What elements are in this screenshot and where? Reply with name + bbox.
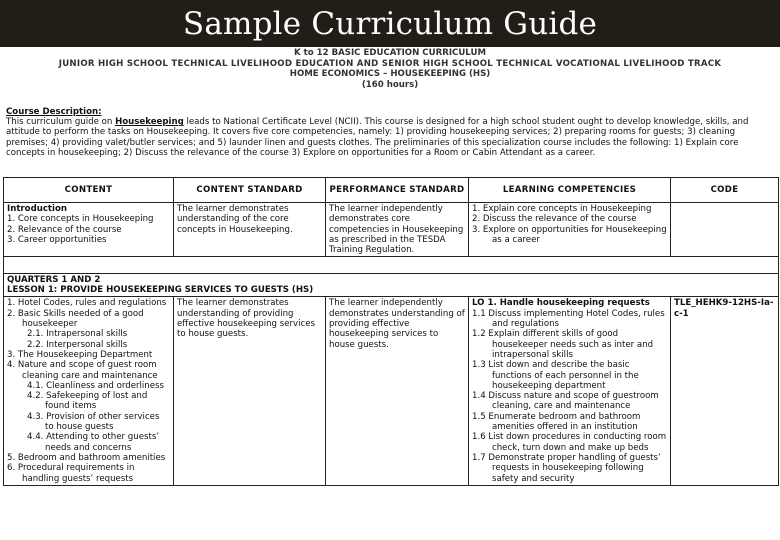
lesson1-content-item: 2.1. Intrapersonal skills: [27, 329, 128, 340]
quarters-label: QUARTERS 1 AND 2: [7, 275, 101, 286]
table-row-introduction: [4, 203, 779, 257]
intro-content-standard: The learner demonstrates understanding of the core concepts in Housekeeping.: [174, 203, 326, 257]
course-description-text-post: leads to National Certificate Level (NCII). This course is designed for a high school student ought to develop knowledge, skills, and attitude to perform the tasks on Housekeeping. It covers five core competencies, namely: 1) providing housekeeping services; 2) preparing rooms for guests; 3) cleaning premises; 4) providing valet/butler services; and 5) launder linen and guests clothes. The preliminaries of this specialization course includes the following: 1) Explain core concepts in housekeeping; 2) Discuss the relevance of the course 3) Explore on opportunities for a Room or Cabin Attendant as a career.: [6, 117, 749, 158]
curriculum-table: [3, 177, 779, 486]
intro-competency: 2. Discuss the relevance of the course: [472, 214, 637, 225]
intro-performance-standard: The learner independently demonstrates core competencies in Housekeeping as prescribed in the TESDA Training Regulation.: [326, 203, 469, 257]
curriculum-document: [0, 47, 780, 540]
lesson1-content-item: 4. Nature and scope of guest room cleaning care and maintenance: [7, 360, 158, 381]
intro-item: 1. Core concepts in Housekeeping: [7, 214, 154, 225]
lesson1-content-item: 6. Procedural requirements in handling guests’ requests: [7, 463, 135, 484]
lesson-label: LESSON 1: PROVIDE HOUSEKEEPING SERVICES TO GUESTS (HS): [7, 285, 314, 296]
intro-competency: 3. Explore on opportunities for Housekeeping as a career: [472, 224, 667, 245]
document-header: [0, 48, 780, 90]
slide-title-bar: [0, 0, 780, 47]
lesson1-content-standard: The learner demonstrates understanding of providing effective housekeeping services to house guests.: [174, 297, 326, 485]
table-row-lesson-1: [4, 297, 779, 485]
lesson1-content-item: 4.1. Cleanliness and orderliness: [27, 380, 164, 391]
table-header-row: [4, 178, 779, 203]
col-header-content: CONTENT: [4, 178, 174, 203]
header-line-3: HOME ECONOMICS – HOUSEKEEPING (HS): [289, 69, 491, 80]
lesson1-competency: 1.4 Discuss nature and scope of guestroom cleaning, care and maintenance: [472, 391, 659, 412]
lesson1-competency: 1.1 Discuss implementing Hotel Codes, rules and regulations: [472, 308, 665, 330]
intro-item: 3. Career opportunities: [7, 234, 107, 245]
col-header-content-standard: CONTENT STANDARD: [174, 178, 326, 203]
lesson1-competency: 1.3 List down and describe the basic functions of each personnel in the housekeeping department: [472, 360, 639, 391]
lesson1-code: TLE_HEHK9-12HS-Ia-c-1: [671, 297, 779, 485]
lesson1-competency: 1.2 Explain different skills of good housekeeper needs such as inter and intrapersonal skills: [472, 329, 654, 360]
quarter-lesson-row: [4, 274, 779, 297]
lesson1-content-cell: [4, 297, 174, 485]
lesson1-content-item: 4.2. Safekeeping of lost and found items: [27, 391, 148, 412]
lesson1-content-item: 4.3. Provision of other services to house guests: [27, 411, 160, 433]
lesson1-competencies-cell: [469, 297, 671, 485]
lesson1-competency: 1.6 List down procedures in conducting room check, turn down and make up beds: [472, 432, 667, 453]
lesson1-content-item: 2. Basic Skills needed of a good housekeeper: [7, 308, 144, 330]
lesson1-performance-standard: The learner independently demonstrates understanding of providing effective housekeeping services to house guests.: [326, 297, 469, 485]
lesson1-content-item: 3. The Housekeeping Department: [7, 349, 153, 360]
course-description-text: [6, 117, 774, 158]
lesson1-competency: 1.5 Enumerate bedroom and bathroom amenities offered in an institution: [472, 411, 641, 433]
intro-title: Introduction: [7, 204, 68, 214]
header-line-1: K to 12 BASIC EDUCATION CURRICULUM: [293, 48, 487, 58]
header-line-4: (160 hours): [361, 79, 419, 90]
intro-content-cell: [4, 203, 174, 257]
lesson1-content-item: 4.4. Attending to other guests’ needs and concerns: [27, 432, 160, 453]
col-header-performance-standard: PERFORMANCE STANDARD: [326, 178, 469, 203]
lesson1-competency: 1.7 Demonstrate proper handling of guests’ requests in housekeeping following safety and security: [472, 452, 661, 484]
col-header-code: CODE: [671, 178, 779, 203]
intro-item: 2. Relevance of the course: [7, 224, 122, 235]
course-description-text-pre: This curriculum guide on: [6, 117, 116, 128]
intro-competency: 1. Explain core concepts in Housekeeping: [472, 204, 652, 214]
header-line-2: JUNIOR HIGH SCHOOL TECHNICAL LIVELIHOOD EDUCATION AND SENIOR HIGH SCHOOL TECHNICAL VOCATIONAL LIVELIHOOD TRACK: [58, 58, 722, 69]
lesson1-content-item: 1. Hotel Codes, rules and regulations: [7, 298, 167, 309]
intro-code-cell: [671, 203, 779, 257]
row-spacer: [4, 257, 779, 274]
course-description-label: Course Description:: [6, 107, 102, 117]
lesson1-content-item: 2.2. Interpersonal skills: [27, 339, 128, 350]
slide-title: Sample Curriculum Guide: [182, 5, 598, 42]
intro-competencies-cell: [469, 203, 671, 257]
col-header-learning-competencies: LEARNING COMPETENCIES: [469, 178, 671, 203]
lo1-title: LO 1. Handle housekeeping requests: [472, 298, 650, 309]
course-description-keyword: Housekeeping: [115, 117, 184, 128]
lesson1-content-item: 5. Bedroom and bathroom amenities: [7, 452, 166, 463]
course-description: [6, 107, 774, 158]
